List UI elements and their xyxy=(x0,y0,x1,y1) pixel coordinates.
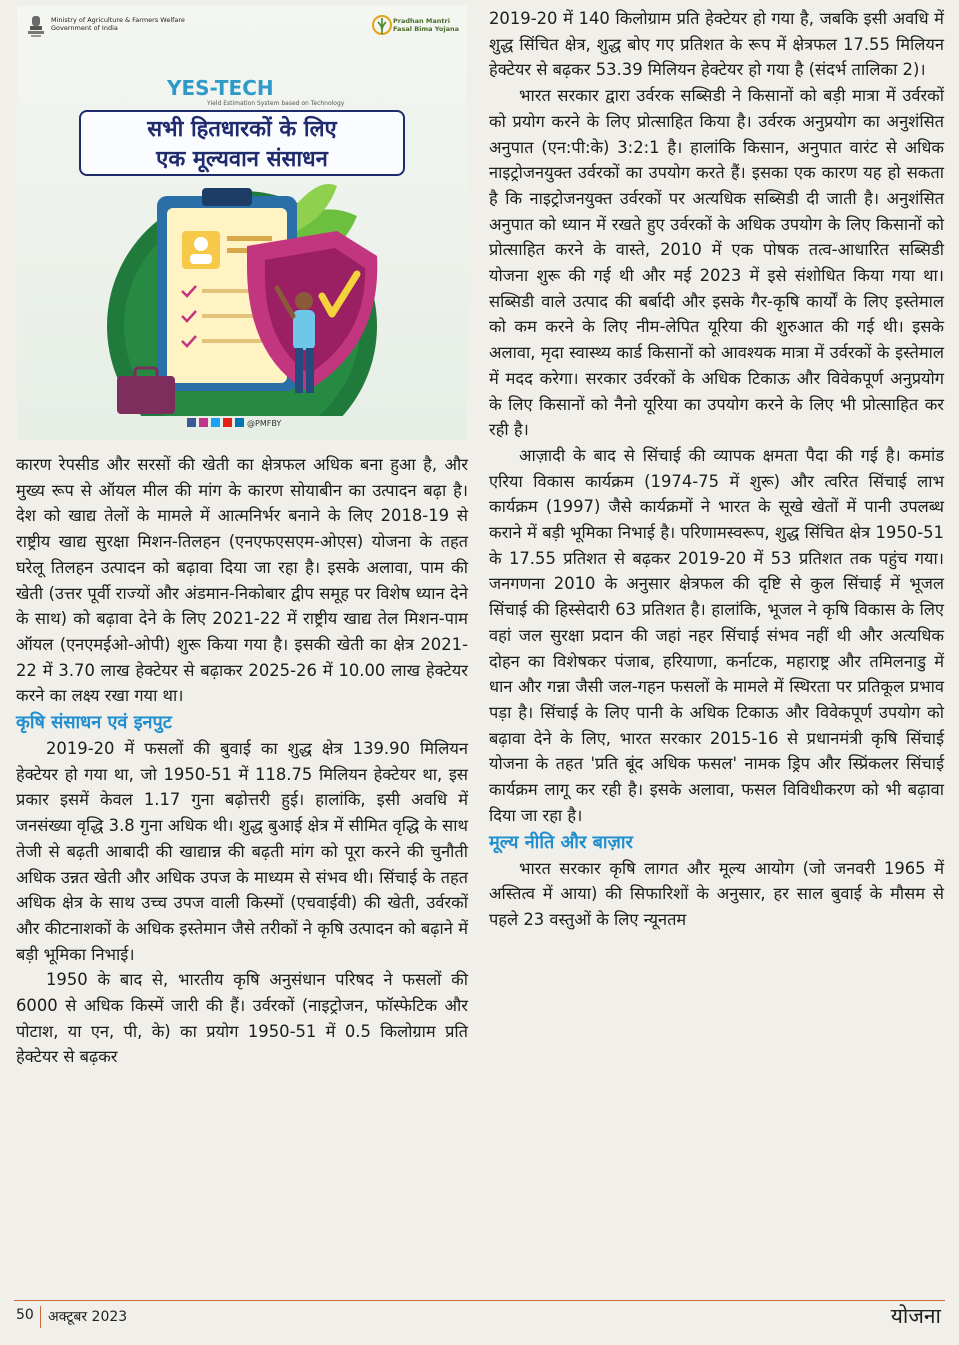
poster-title xyxy=(79,110,405,176)
section-heading: कृषि संसाधन एवं इनपुट xyxy=(16,712,172,734)
paragraph: भारत सरकार कृषि लागत और मूल्य आयोग (जो जनवरी 1965 में अस्तित्व में आया) की सिफारिशों के अनुसार, हर साल बुवाई के मौसम से पहले 23 वस्तुओं के लिए न्यूनतम xyxy=(489,858,944,929)
person-figure xyxy=(295,292,313,310)
section-heading: मूल्य नीति और बाज़ार xyxy=(489,831,633,853)
social-links xyxy=(187,418,281,428)
right-column xyxy=(489,6,944,933)
paragraph: कारण रेपसीड और सरसों की खेती का क्षेत्रफल अधिक बना हुआ है, और मुख्य रूप से ऑयल मील की मांग के कारण सोयाबीन का उत्पादन बढ़ा है। देश को खाद्य तेलों के मामले में आत्मनिर्भर बनाने के लिए 2018-19 से राष्ट्रीय खाद्य सुरक्षा मिशन-तिलहन (एनएफएसएम-ओएस) योजना के तहत घरेलू तिलहन उत्पादन को बढ़ावा दिया जा रहा है। इसके अलावा, पाम की खेती (उत्तर पूर्वी राज्यों और अंडमान-निकोबार द्वीप समूह पर विशेष ध्यान देने के साथ) को बढ़ावा देने के लिए 2021-22 में राष्ट्रीय खाद्य तेल मिशन-पाम ऑयल (एनएमईओ-ओपी) शुरू किया गया है। इसकी खेती का क्षेत्र 2021-22 में 3.70 लाख हेक्टेयर से बढ़ाकर 2025-26 में 10.00 लाख हेक्टेयर करने का लक्ष्य रखा गया था। xyxy=(16,455,468,706)
scheme-text xyxy=(393,17,459,33)
ministry-text xyxy=(51,16,185,32)
instagram-icon[interactable] xyxy=(199,418,208,427)
poster-title-line-2: एक मूल्यवान संसाधन xyxy=(156,147,328,172)
page-footer xyxy=(0,1298,959,1338)
page-number: 50 xyxy=(16,1307,34,1323)
briefcase-shape xyxy=(117,376,175,414)
facebook-icon[interactable] xyxy=(187,418,196,427)
yes-tech-subtitle: Yield Estimation System based on Technology xyxy=(207,100,345,107)
footer-rule xyxy=(14,1300,945,1301)
social-handle: @PMFBY xyxy=(247,419,282,428)
yes-tech-logo: YES-TECH xyxy=(167,76,274,100)
footer-divider xyxy=(40,1306,41,1328)
poster-title-line-1: सभी हितधारकों के लिए xyxy=(147,117,337,142)
scheme-line-1: Pradhan Mantri xyxy=(393,17,450,25)
paragraph: 2019-20 में फसलों की बुवाई का शुद्ध क्षेत्र 139.90 मिलियन हेक्टेयर हो गया था, जो 1950-51 में 118.75 मिलियन हेक्टेयर था, इस प्रकार इसमें केवल 1.17 गुना बढ़ोत्तरी हुई। हालांकि, इसी अवधि में जनसंख्या वृद्धि 3.8 गुना अधिक थी। शुद्ध बुआई क्षेत्र में सीमित वृद्धि के साथ तेजी से बढ़ती आबादी की खाद्यान्न की बढ़ती मांग को पूरा करने की चुनौती अधिक उन्नत खेती और अधिक उपज के माध्यम से संभव थी। सिंचाई के तहत अधिक क्षेत्र के साथ उच्च उपज वाली किस्मों (एचवाईवी) की खेती, उर्वरकों और कीटनाशकों के अधिक इस्तेमान जैसे तरीकों ने कृषि उत्पादन को बढ़ाने में बड़ी भूमिका निभाई। xyxy=(16,739,468,964)
issue-date: अक्टूबर 2023 xyxy=(48,1309,128,1325)
left-column xyxy=(16,452,468,1070)
emblem-icon xyxy=(27,14,45,40)
poster-image xyxy=(17,6,467,440)
paragraph: 1950 के बाद से, भारतीय कृषि अनुसंधान परिषद ने फसलों की 6000 से अधिक किस्में जारी की हैं। उर्वरकों (नाइट्रोजन, फॉस्फेटिक और पोटाश, या एन, पी, के) का प्रयोग 1950-51 में 0.5 किलोग्राम प्रति हेक्टेयर से बढ़कर xyxy=(16,970,468,1067)
ministry-line-2: Government of India xyxy=(51,24,118,32)
paragraph: आज़ादी के बाद से सिंचाई की व्यापक क्षमता पैदा की गई है। कमांड एरिया विकास कार्यक्रम (1974-75 में शुरू) और त्वरित सिंचाई लाभ कार्यक्रम (1997) जैसे कार्यक्रमों ने भारत के सूखे खेतों में पानी उपलब्ध कराने में बड़ी भूमिका निभाई है। परिणामस्वरूप, शुद्ध सिंचित क्षेत्र 1950-51 के 17.55 प्रतिशत से बढ़कर 2019-20 में 53 प्रतिशत तक पहुंच गया। जनगणना 2010 के अनुसार क्षेत्रफल की दृष्टि से कुल सिंचाई में भूजल सिंचाई की हिस्सेदारी 63 प्रतिशत है। हालांकि, भूजल ने कृषि विकास के लिए वहां जल सुरक्षा प्रदान की जहां नहर सिंचाई संभव नहीं थी और अत्यधिक दोहन का विशेषकर पंजाब, हरियाणा, कर्नाटक, महाराष्ट्र और तमिलनाडु में धान और गन्ना जैसी जल-गहन फसलों के मामले में स्थिरता पर प्रतिकूल प्रभाव पड़ा है। सिंचाई के लिए पानी के अधिक टिकाऊ और विवेकपूर्ण उपयोग को बढ़ावा देने के लिए, भारत सरकार 2015-16 से प्रधानमंत्री कृषि सिंचाई योजना के तहत 'प्रति बूंद अधिक फसल' नामक ड्रिप और स्प्रिंकलर सिंचाई कार्यक्रम लागू कर रही है। इसके अलावा, फसल विविधीकरण को भी बढ़ावा दिया जा रहा है। xyxy=(489,445,944,825)
magazine-name: योजना xyxy=(890,1304,941,1328)
poster-illustration xyxy=(17,176,467,416)
linkedin-icon[interactable] xyxy=(235,418,244,427)
paragraph: 2019-20 में 140 किलोग्राम प्रति हेक्टेयर हो गया है, जबकि इसी अवधि में शुद्ध सिंचित क्षेत्र, शुद्ध बोए गए प्रतिशत के रूप में क्षेत्रफल 17.55 मिलियन हेक्टेयर से बढ़कर 53.39 मिलियन हेक्टेयर हो गया है (संदर्भ तालिका 2)। xyxy=(489,9,944,80)
scheme-line-2: Fasal Bima Yojana xyxy=(393,25,459,33)
paragraph: भारत सरकार द्वारा उर्वरक सब्सिडी ने किसानों को बड़ी मात्रा में उर्वरकों को प्रयोग करने के लिए प्रोत्साहित किया है। उर्वरक अनुप्रयोग का अनुशंसित अनुपात (एन:पी:के) 3:2:1 है। हालांकि किसान, अनुपात वारंट से अधिक नाइट्रोजनयुक्त उर्वरकों का उपयोग करते हैं। इसका एक कारण यह हो सकता है कि नाइट्रोजनयुक्त उर्वरकों पर अत्यधिक सब्सिडी दी जाती है। अनुशंसित अनुपात को ध्यान में रखते हुए उर्वरकों के अधिक उपयोग के लिए किसानों को प्रोत्साहित करने के वास्ते, 2010 में एक पोषक तत्व-आधारित सब्सिडी योजना शुरू की गई थी और मई 2023 में इसे संशोधित किया गया था। सब्सिडी वाले उत्पाद की बर्बादी और इसके गैर-कृषि कार्यों के लिए इस्तेमाल को कम करने के लिए नीम-लेपित यूरिया की शुरुआत की गई थी। इसके अलावा, मृदा स्वास्थ्य कार्ड किसानों को आवश्यक मात्रा में उर्वरकों के इस्तेमाल में मदद करेगा। सरकार उर्वरकों के अधिक टिकाऊ और विवेकपूर्ण अनुप्रयोग के लिए किसानों को नैनो यूरिया का उपयोग करने के लिए भी प्रोत्साहित कर रही है। xyxy=(489,86,944,440)
youtube-icon[interactable] xyxy=(223,418,232,427)
twitter-icon[interactable] xyxy=(211,418,220,427)
pmfby-logo-icon xyxy=(371,14,393,38)
ministry-line-1: Ministry of Agriculture & Farmers Welfare xyxy=(51,16,185,24)
